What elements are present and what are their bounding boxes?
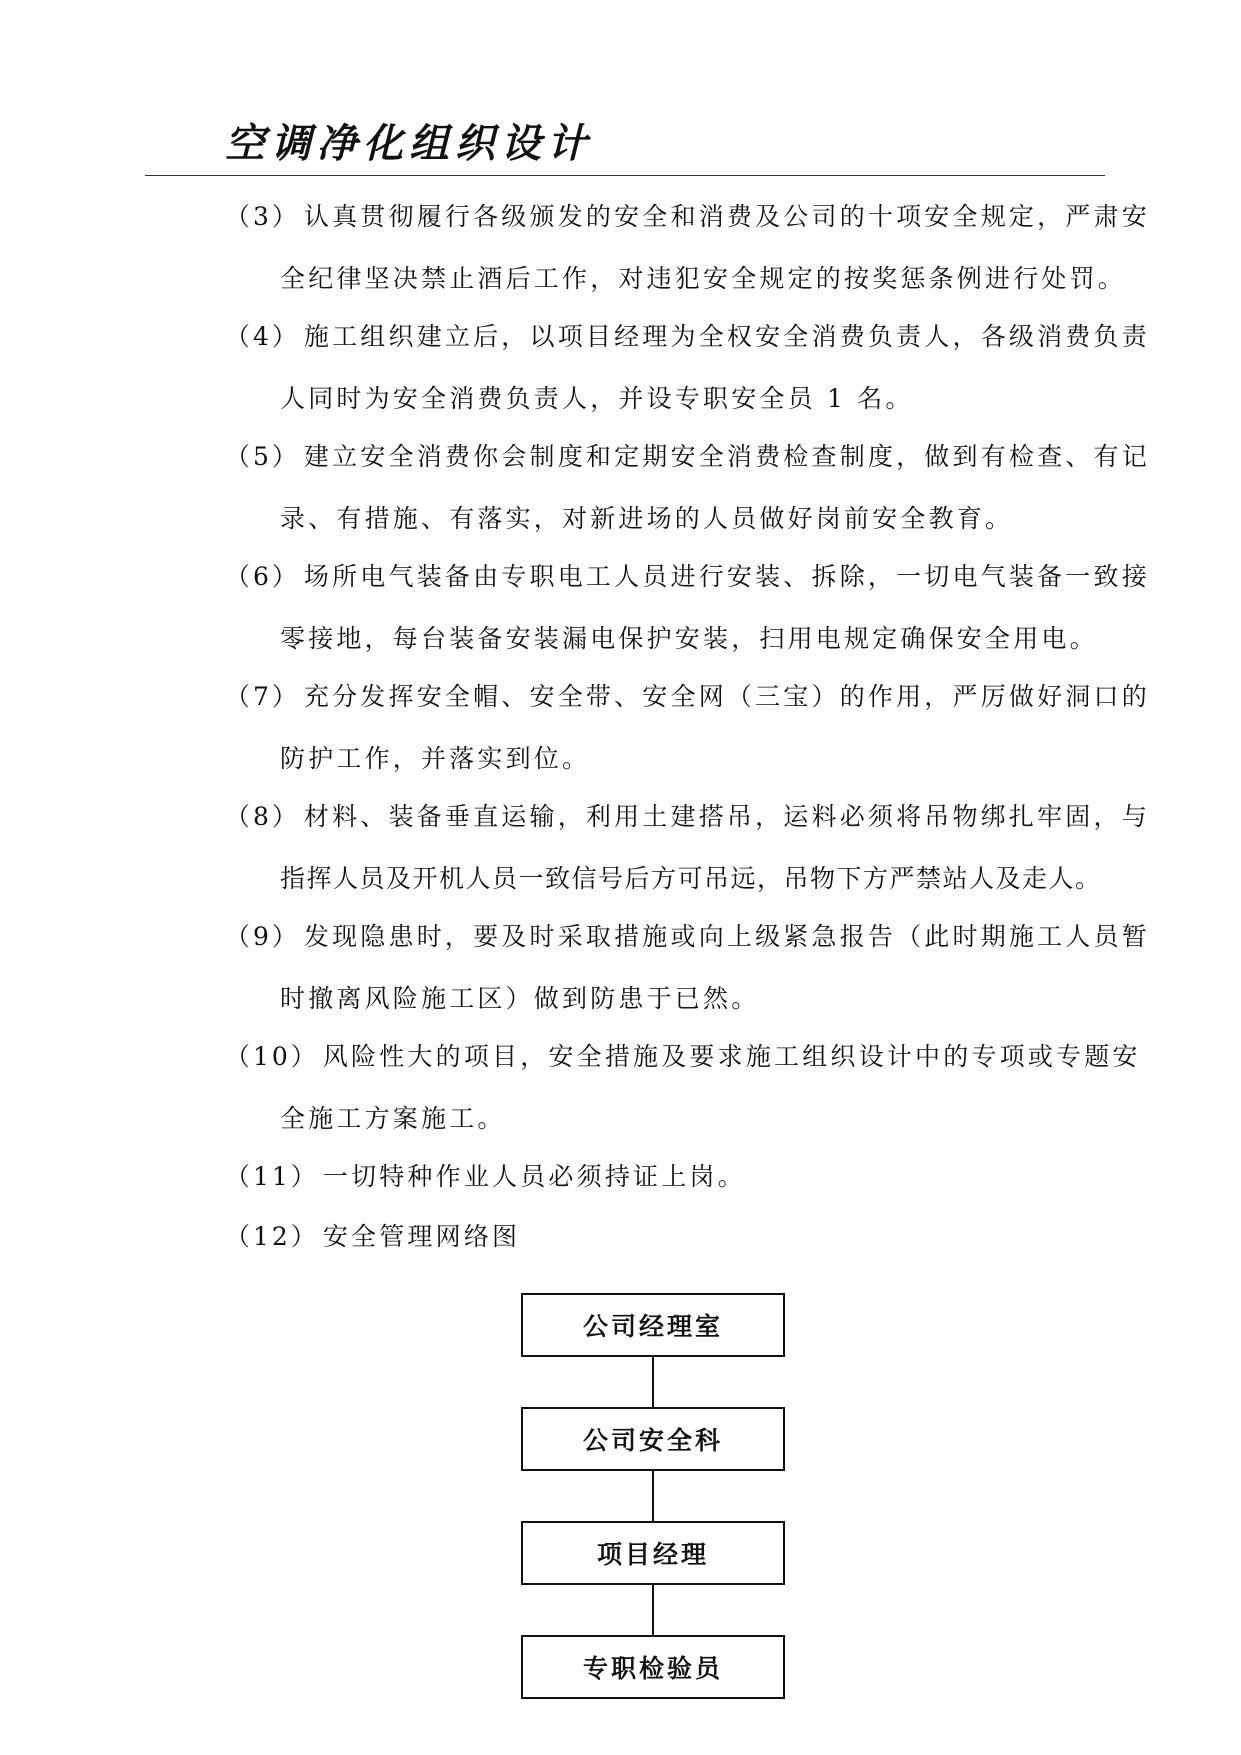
paragraph-text: 录、有措施、有落实，对新进场的人员做好岗前安全教育。	[280, 504, 1014, 533]
paragraph-line	[225, 426, 1150, 488]
paragraph-line	[225, 368, 1105, 430]
paragraph-text: 材料、装备垂直运输，利用土建搭吊，运料必须将吊物绑扎牢固，与	[303, 802, 1150, 831]
paragraph-line	[225, 666, 1150, 728]
paragraph-line	[225, 248, 1127, 310]
paragraph-8	[225, 786, 1150, 910]
paragraph-text: 充分发挥安全帽、安全带、安全网（三宝）的作用，严厉做好洞口的	[303, 682, 1150, 711]
paragraph-line	[225, 1146, 1105, 1208]
paragraph-text: 认真贯彻履行各级颁发的安全和消费及公司的十项安全规定，严肃安	[303, 202, 1150, 231]
paragraph-label: （6）	[225, 562, 300, 591]
paragraph-label: （12）	[225, 1222, 319, 1251]
flowchart-connector	[652, 1585, 654, 1635]
paragraph-line	[225, 608, 1105, 670]
paragraph-text: 全施工方案施工。	[280, 1104, 506, 1133]
paragraph-label: （11）	[225, 1162, 319, 1191]
paragraph-text: 风险性大的项目，安全措施及要求施工组织设计中的专项或专题安	[322, 1042, 1141, 1071]
header-divider	[145, 175, 1105, 176]
paragraph-5	[225, 426, 1150, 550]
paragraph-label: （10）	[225, 1042, 319, 1071]
paragraph-line	[225, 968, 1105, 1030]
paragraph-6	[225, 546, 1150, 670]
paragraph-11	[225, 1146, 1105, 1208]
paragraph-line	[225, 1088, 1105, 1150]
paragraph-label: （4）	[225, 322, 300, 351]
paragraph-12	[225, 1206, 1105, 1268]
paragraph-label: （8）	[225, 802, 300, 831]
document-header-title: 空调净化组织设计	[225, 120, 593, 167]
paragraph-line	[225, 728, 1105, 790]
paragraph-text: 人同时为安全消费负责人，并设专职安全员 1 名。	[280, 384, 914, 413]
paragraph-text: 安全管理网络图	[322, 1222, 521, 1251]
paragraph-7	[225, 666, 1150, 790]
paragraph-4	[225, 306, 1150, 430]
flowchart-node: 专职检验员	[521, 1635, 785, 1699]
paragraph-10	[225, 1026, 1141, 1150]
flowchart-connector	[652, 1471, 654, 1521]
flowchart-node: 公司经理室	[521, 1293, 785, 1357]
paragraph-line	[225, 1206, 1105, 1268]
paragraph-text: 场所电气装备由专职电工人员进行安装、拆除，一切电气装备一致接	[303, 562, 1150, 591]
paragraph-line	[225, 306, 1150, 368]
paragraph-text: 时撤离风险施工区）做到防患于已然。	[280, 984, 760, 1013]
paragraph-text: 发现隐患时，要及时采取措施或向上级紧急报告（此时期施工人员暂	[303, 922, 1150, 951]
paragraph-text: 防护工作，并落实到位。	[280, 744, 591, 773]
paragraph-line	[225, 546, 1150, 608]
paragraph-text: 指挥人员及开机人员一致信号后方可吊远，吊物下方严禁站人及走人。	[280, 864, 1102, 893]
flowchart-connector	[652, 1357, 654, 1407]
paragraph-line	[225, 906, 1150, 968]
paragraph-text: 零接地，每台装备安装漏电保护安装，扫用电规定确保安全用电。	[280, 624, 1098, 653]
paragraph-label: （3）	[225, 202, 300, 231]
paragraph-text: 一切特种作业人员必须持证上岗。	[322, 1162, 746, 1191]
paragraph-text: 全纪律坚决禁止酒后工作，对违犯安全规定的按奖惩条例进行处罚。	[280, 264, 1127, 293]
flowchart-node: 公司安全科	[521, 1407, 785, 1471]
paragraph-label: （9）	[225, 922, 300, 951]
paragraph-3	[225, 186, 1150, 310]
paragraph-text: 施工组织建立后，以项目经理为全权安全消费负责人，各级消费负责	[303, 322, 1150, 351]
paragraph-label: （7）	[225, 682, 300, 711]
paragraph-line	[225, 186, 1150, 248]
paragraph-line	[225, 1026, 1141, 1088]
paragraph-text: 建立安全消费你会制度和定期安全消费检查制度，做到有检查、有记	[303, 442, 1150, 471]
paragraph-line	[225, 848, 1105, 910]
paragraph-line	[225, 488, 1105, 550]
paragraph-line	[225, 786, 1150, 848]
flowchart-node: 项目经理	[521, 1521, 785, 1585]
paragraph-label: （5）	[225, 442, 300, 471]
paragraph-9	[225, 906, 1150, 1030]
